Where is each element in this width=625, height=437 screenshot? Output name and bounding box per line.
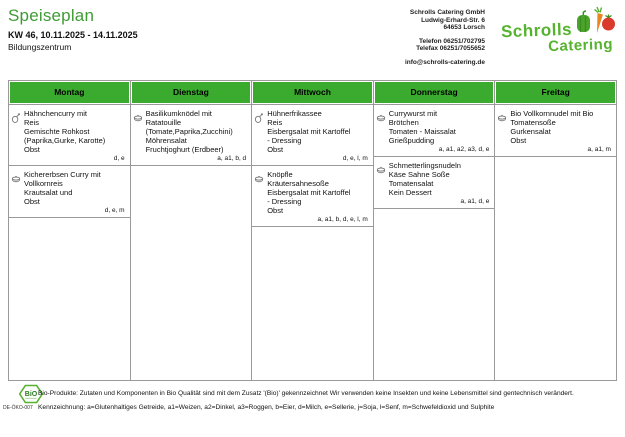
day-body: [495, 104, 616, 380]
dish-icon: [497, 109, 510, 145]
meal-cell: [374, 104, 495, 156]
day-body: [131, 104, 252, 380]
meal-cell: [9, 165, 130, 217]
day-header: [375, 82, 494, 103]
pepper-icon: [577, 11, 590, 32]
company-street: Ludwig-Erhard-Str. 6: [421, 16, 485, 24]
day-label: Mittwoch: [294, 87, 331, 97]
meal-lines: Kichererbsen Curry mit Vollkornreis Krautsalat und Obst: [24, 170, 101, 206]
carrot-icon: [595, 7, 604, 33]
meal-cell: [252, 104, 373, 165]
meal-lines: Knöpfle Kräutersahnesoße Eisbergsalat mit Kartoffel - Dressing Obst: [267, 170, 351, 215]
allergen-codes: d, e: [113, 155, 125, 162]
meal-cell: [252, 165, 373, 226]
meal-cell: [9, 104, 130, 165]
week-range: KW 46, 10.11.2025 - 14.11.2025: [8, 30, 138, 40]
meal-lines: Basilikumknödel mit Ratatouille (Tomate,Paprika,Zucchini) Möhrensalat Fruchtjoghurt (Erdbeer): [145, 109, 233, 154]
meal-cell: [131, 104, 252, 165]
dish-icon: [133, 109, 146, 154]
logo-text-schrolls: Schrolls: [500, 19, 573, 42]
meal-cell: [374, 156, 495, 208]
meal-lines: Bio Vollkornnudel mit Bio Tomatensoße Gurkensalat Obst: [510, 109, 594, 145]
svg-text:BiO: BiO: [24, 391, 38, 399]
empty-cell: [252, 226, 373, 380]
dish-icon: [254, 170, 267, 215]
contact-block: [405, 9, 485, 66]
title-block: [8, 6, 138, 52]
allergen-codes: a, a1, b, d, e, l, m: [317, 216, 368, 223]
dish-icon: [376, 161, 389, 197]
allergen-codes: a, a1, b, d: [217, 155, 247, 162]
day-body: [9, 104, 130, 380]
day-column: [131, 81, 253, 380]
location-name: Bildungszentrum: [8, 42, 72, 52]
empty-cell: [9, 217, 130, 380]
meal-lines: Currywurst mit Brötchen Tomaten - Maissalat Grießpudding: [388, 109, 456, 145]
allergen-legend: Kennzeichnung: a=Glutenhaltiges Getreide, a1=Weizen, a2=Dinkel, a3=Roggen, b=Eier, d=Milch, e=Sellerie, j=Soja, l=Senf, m=Schwefeldioxid und Sulphite: [38, 404, 495, 411]
day-label: Montag: [54, 87, 85, 97]
logo-text-catering: Catering: [547, 35, 614, 56]
day-header: [253, 82, 372, 103]
company-email: info@schrolls-catering.de: [404, 58, 485, 66]
allergen-codes: d, e, l, m: [342, 155, 368, 162]
meal-lines: Hähnchencurry mit Reis Gemischte Rohkost (Paprika,Gurke, Karotte) Obst: [24, 109, 106, 154]
page-title: Speiseplan: [8, 6, 95, 25]
company-city: 64653 Lorsch: [443, 24, 485, 31]
bio-code: DE-ÖKO-007: [3, 405, 33, 411]
day-label: Donnerstag: [410, 87, 458, 97]
drumstick-icon: [254, 109, 267, 154]
empty-cell: [495, 156, 616, 380]
day-header: [10, 82, 129, 103]
bio-note: Bio-Produkte: Zutaten und Komponenten in Bio Qualität sind mit dem Zusatz '(Bio)' gekennzeichnet Wir verwenden keine Insekten und keine Lebensmittel sind gentechnisch verändert.: [38, 390, 574, 397]
dish-icon: [11, 170, 24, 206]
day-column: [495, 81, 616, 380]
day-header: [496, 82, 615, 103]
day-column: [9, 81, 131, 380]
meal-lines: Hühnerfrikassee Reis Eisbergsalat mit Kartoffel - Dressing Obst: [267, 109, 351, 154]
allergen-codes: a, a1, m: [587, 146, 611, 153]
tomato-icon: [602, 15, 615, 31]
day-body: [374, 104, 495, 380]
allergen-codes: a, a1, d, e: [460, 198, 490, 205]
day-label: Freitag: [541, 87, 570, 97]
day-label: Dienstag: [172, 87, 209, 97]
day-header: [132, 82, 251, 103]
company-fax: Telefax 06251/7055652: [416, 45, 485, 52]
day-body: [252, 104, 373, 380]
empty-cell: [131, 165, 252, 380]
day-column: [374, 81, 496, 380]
company-phone: Telefon 06251/702795: [418, 37, 485, 45]
dish-icon: [376, 109, 389, 145]
company-name: Schrolls Catering GmbH: [409, 9, 485, 16]
menu-table: [8, 80, 617, 381]
day-column: [252, 81, 374, 380]
meal-lines: Schmetterlingsnudeln Käse Sahne Soße Tomatensalat Kein Dessert: [388, 161, 461, 197]
allergen-codes: a, a1, a2, a3, d, e: [438, 146, 490, 153]
allergen-codes: d, e, m: [104, 207, 125, 214]
empty-cell: [374, 208, 495, 380]
drumstick-icon: [11, 109, 24, 154]
meal-cell: [495, 104, 616, 156]
company-logo: [489, 6, 615, 55]
